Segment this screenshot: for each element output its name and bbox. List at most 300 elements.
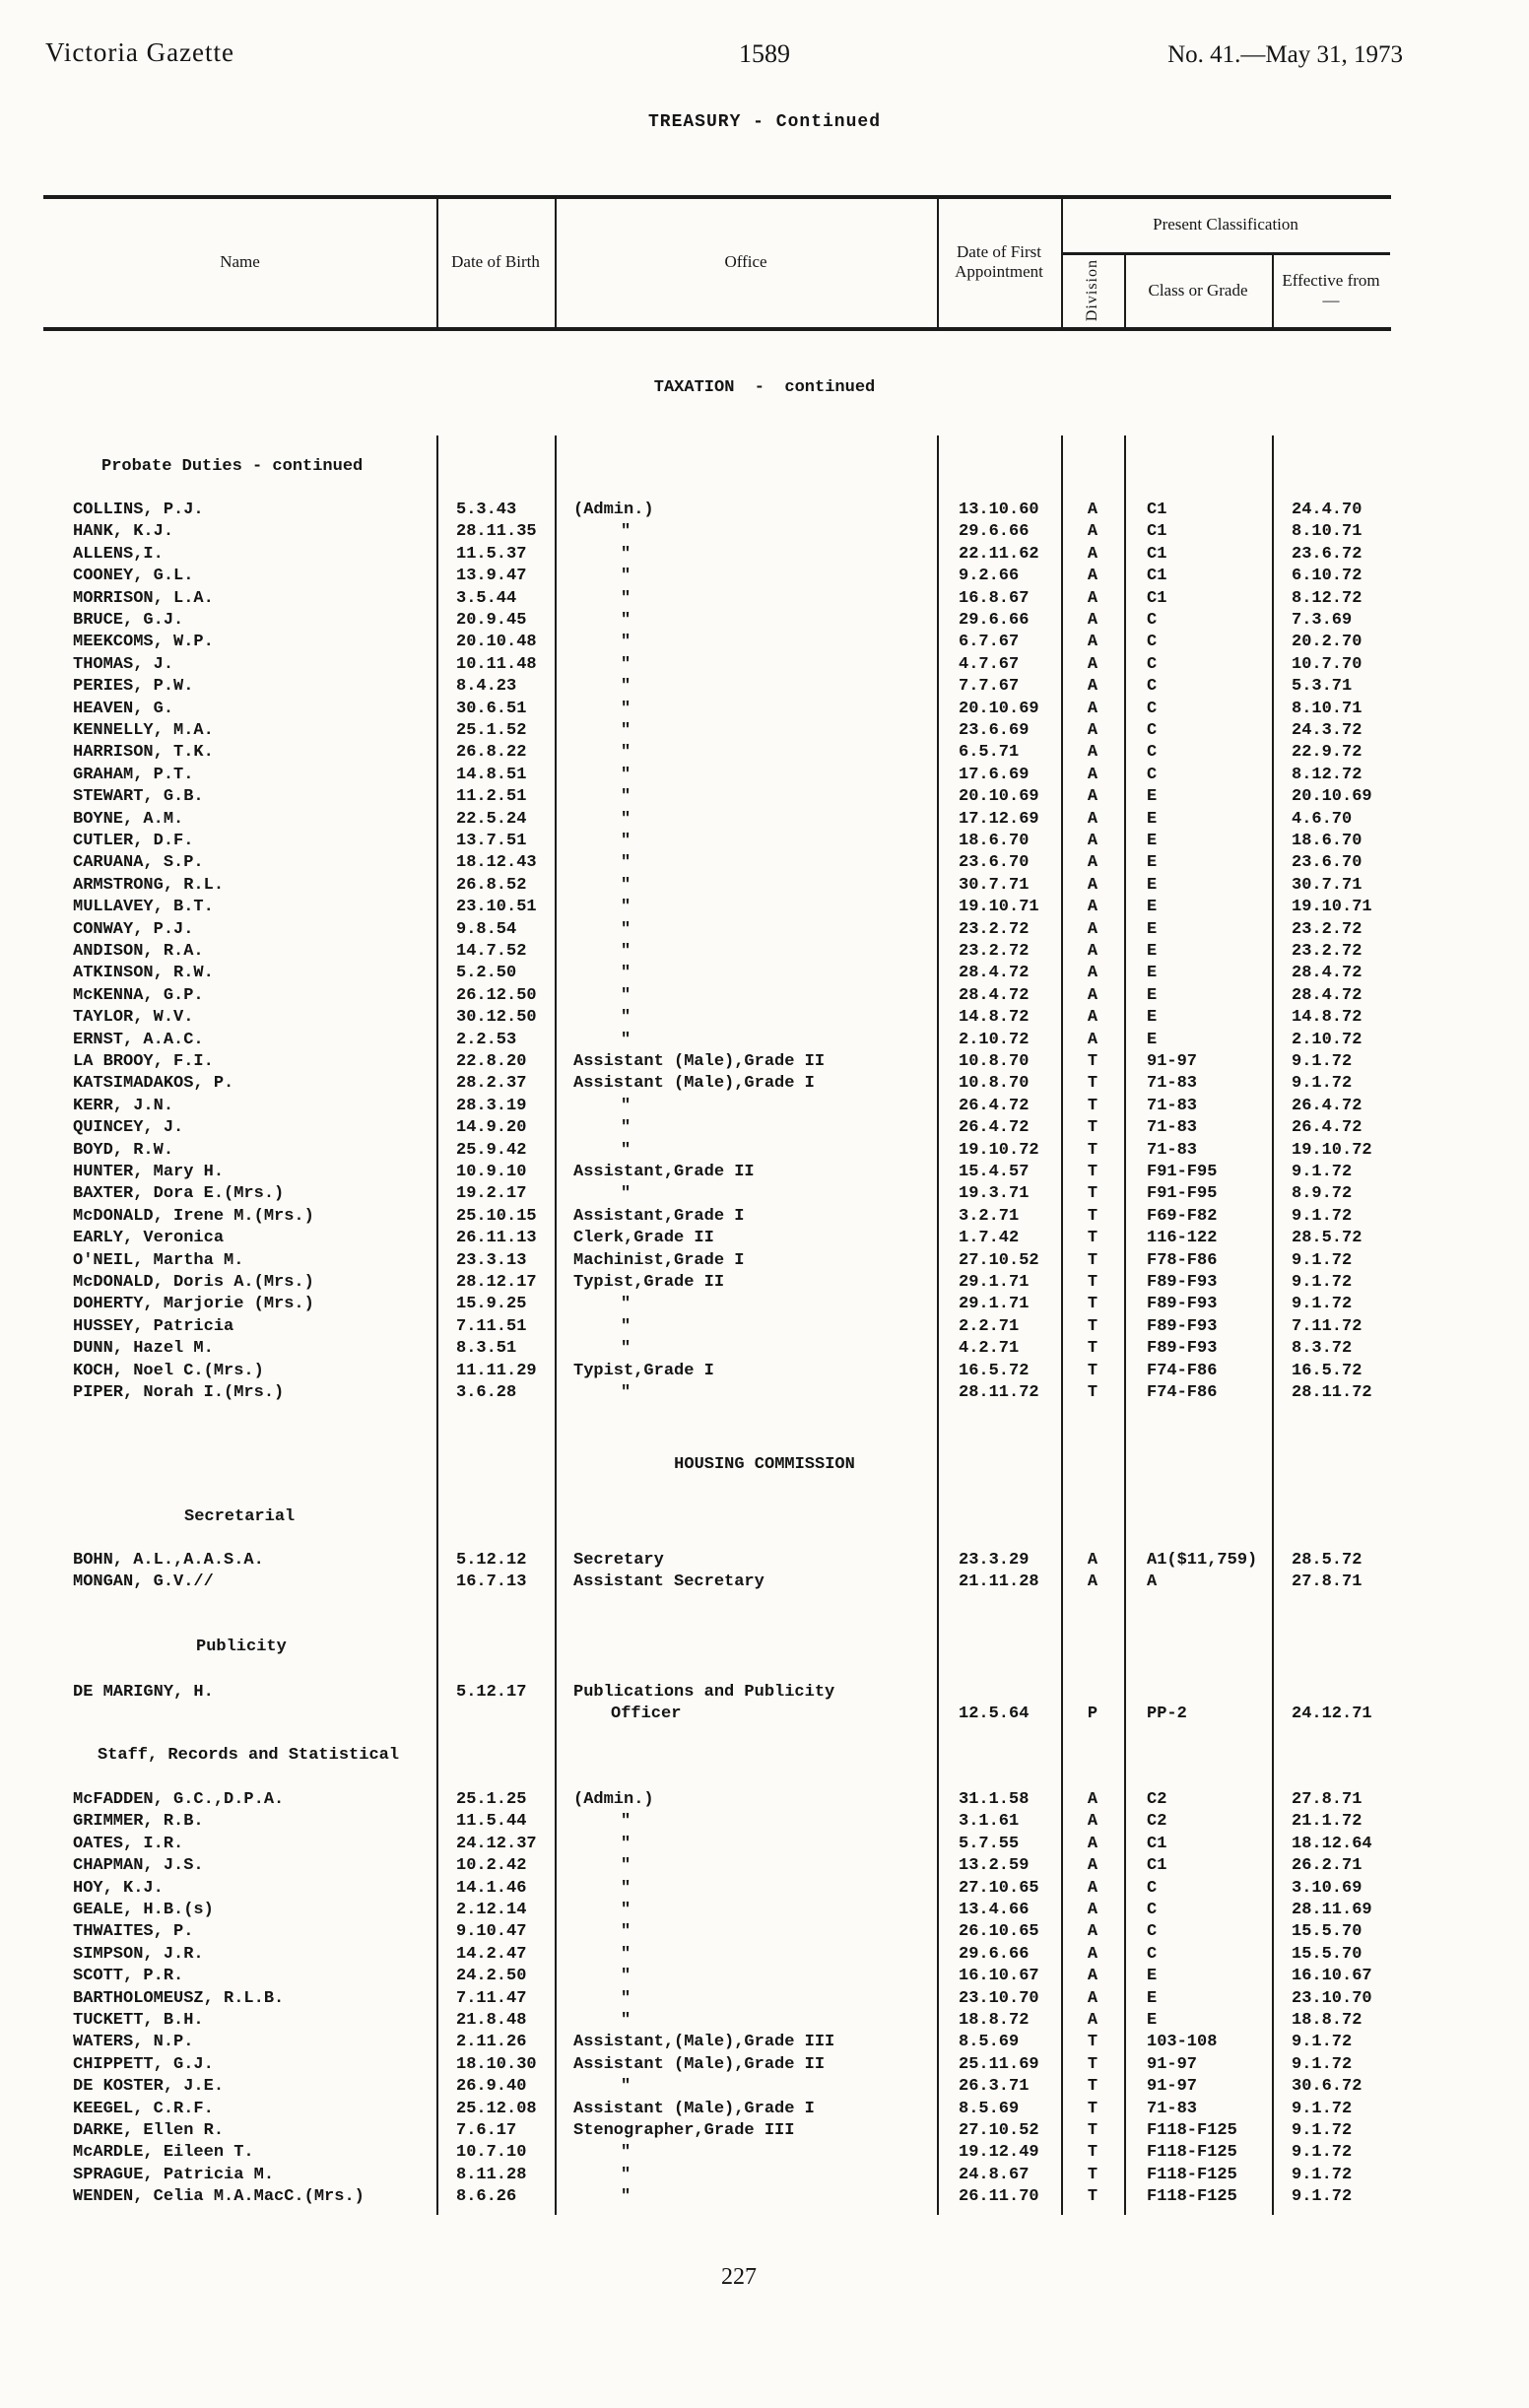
name-cell: ATKINSON, R.W. — [73, 964, 214, 983]
dob-cell: 11.2.51 — [456, 787, 527, 807]
grade-cell: C1 — [1147, 1856, 1167, 1876]
dob-cell: 15.9.25 — [456, 1295, 527, 1314]
name-cell: DARKE, Ellen R. — [73, 2121, 225, 2140]
office-cell: " — [621, 1944, 632, 1964]
appointment-cell: 27.10.52 — [959, 1250, 1039, 1270]
division-cell: T — [1087, 1339, 1098, 1359]
effective-cell: 18.8.72 — [1292, 2011, 1363, 2030]
grade-cell: C — [1147, 633, 1158, 652]
name-cell: TAYLOR, W.V. — [73, 1008, 194, 1028]
office-cell: " — [621, 1988, 632, 2008]
grade-cell: F89-F93 — [1147, 1295, 1218, 1314]
division-cell: T — [1087, 1273, 1098, 1292]
dob-cell: 22.8.20 — [456, 1052, 527, 1071]
table-row — [0, 1271, 1529, 1294]
effective-cell: 8.3.72 — [1292, 1339, 1353, 1359]
dob-cell: 26.8.22 — [456, 743, 527, 763]
office-cell: Assistant Secretary — [573, 1572, 764, 1592]
column-divider — [436, 197, 438, 331]
name-cell: QUINCEY, J. — [73, 1118, 184, 1138]
effective-cell: 24.3.72 — [1292, 721, 1363, 740]
column-divider — [555, 197, 557, 331]
name-cell: McFADDEN, G.C.,D.P.A. — [73, 1790, 285, 1809]
division-cell: A — [1087, 567, 1098, 586]
effective-cell: 9.1.72 — [1292, 2187, 1353, 2207]
effective-cell: 9.1.72 — [1292, 1295, 1353, 1314]
name-cell: MORRISON, L.A. — [73, 588, 214, 608]
division-cell: T — [1087, 1052, 1098, 1071]
division-cell: T — [1087, 2165, 1098, 2184]
grade-cell: F89-F93 — [1147, 1339, 1218, 1359]
name-cell: O'NEIL, Martha M. — [73, 1250, 244, 1270]
division-cell: A — [1087, 544, 1098, 564]
appointment-cell: 23.10.70 — [959, 1988, 1039, 2008]
office-cell: " — [621, 1008, 632, 1028]
effective-cell: 8.10.71 — [1292, 699, 1363, 718]
dob-cell: 18.12.43 — [456, 853, 537, 873]
dob-cell: 9.8.54 — [456, 919, 517, 939]
appointment-cell: 12.5.64 — [959, 1705, 1030, 1724]
effective-cell: 28.4.72 — [1292, 985, 1363, 1005]
office-cell: " — [621, 1096, 632, 1115]
column-divider — [555, 435, 557, 2215]
table-row — [0, 2031, 1529, 2053]
dob-cell: 3.6.28 — [456, 1383, 517, 1402]
dob-cell: 25.9.42 — [456, 1140, 527, 1160]
appointment-cell: 29.6.66 — [959, 522, 1030, 542]
table-row — [0, 1161, 1529, 1183]
dob-cell: 28.11.35 — [456, 522, 537, 542]
effective-cell: 20.2.70 — [1292, 633, 1363, 652]
table-row — [0, 565, 1529, 587]
office-cell: Typist,Grade II — [573, 1273, 725, 1292]
column-header-first-appointment — [937, 197, 1061, 327]
table-row — [0, 1987, 1529, 2010]
grade-cell: E — [1147, 2011, 1158, 2030]
dob-cell: 2.2.53 — [456, 1030, 517, 1049]
name-cell: DUNN, Hazel M. — [73, 1339, 214, 1359]
grade-cell: A1($11,759) — [1147, 1551, 1258, 1570]
effective-cell: 8.9.72 — [1292, 1184, 1353, 1204]
name-cell: CHAPMAN, J.S. — [73, 1856, 204, 1876]
grade-cell: E — [1147, 809, 1158, 829]
division-cell: A — [1087, 1856, 1098, 1876]
name-cell: McARDLE, Eileen T. — [73, 2143, 254, 2163]
grade-cell: F89-F93 — [1147, 1273, 1218, 1292]
name-cell: KATSIMADAKOS, P. — [73, 1074, 234, 1094]
effective-cell: 4.6.70 — [1292, 809, 1353, 829]
column-divider — [1061, 197, 1063, 331]
effective-cell: 9.1.72 — [1292, 1074, 1353, 1094]
column-header-class-or-grade — [1134, 254, 1262, 327]
division-cell: A — [1087, 985, 1098, 1005]
grade-cell: E — [1147, 1030, 1158, 1049]
effective-cell: 9.1.72 — [1292, 1163, 1353, 1181]
grade-cell: 116-122 — [1147, 1229, 1218, 1248]
table-row — [0, 1337, 1529, 1360]
group-heading: Secretarial — [184, 1507, 296, 1526]
name-cell: GRAHAM, P.T. — [73, 765, 194, 784]
division-cell: A — [1087, 1967, 1098, 1986]
effective-cell: 9.1.72 — [1292, 1206, 1353, 1226]
division-cell: A — [1087, 919, 1098, 939]
office-cell: " — [621, 832, 632, 850]
effective-cell: 9.1.72 — [1292, 2121, 1353, 2140]
column-header-dob-label: Date of Birth — [451, 252, 540, 271]
dob-cell: 30.6.51 — [456, 699, 527, 718]
appointment-cell: 24.8.67 — [959, 2165, 1030, 2184]
dob-cell: 5.12.17 — [456, 1683, 527, 1702]
table-row — [0, 2185, 1529, 2208]
effective-cell: 16.10.67 — [1292, 1967, 1372, 1986]
appointment-cell: 16.5.72 — [959, 1361, 1030, 1380]
office-cell: " — [621, 721, 632, 740]
name-cell: BOYD, R.W. — [73, 1140, 174, 1160]
appointment-cell: 3.1.61 — [959, 1812, 1020, 1832]
effective-cell: 23.2.72 — [1292, 942, 1363, 961]
name-cell: HUSSEY, Patricia — [73, 1316, 234, 1336]
division-cell: A — [1087, 1834, 1098, 1853]
grade-cell: C2 — [1147, 1790, 1167, 1809]
effective-cell: 2.10.72 — [1292, 1030, 1363, 1049]
column-divider — [436, 435, 438, 2215]
appointment-cell: 16.10.67 — [959, 1967, 1039, 1986]
division-cell: T — [1087, 1229, 1098, 1248]
dob-cell: 14.1.46 — [456, 1878, 527, 1898]
grade-cell: F78-F86 — [1147, 1250, 1218, 1270]
appointment-cell: 3.2.71 — [959, 1206, 1020, 1226]
table-row — [0, 1006, 1529, 1029]
dob-cell: 23.3.13 — [456, 1250, 527, 1270]
name-cell: McKENNA, G.P. — [73, 985, 204, 1005]
office-cell: " — [621, 677, 632, 697]
office-cell: " — [621, 1901, 632, 1919]
column-header-effective-from — [1274, 254, 1388, 327]
name-cell: DE KOSTER, J.E. — [73, 2077, 225, 2097]
appointment-cell: 19.12.49 — [959, 2143, 1039, 2163]
office-cell: " — [621, 787, 632, 807]
effective-cell: 28.11.69 — [1292, 1901, 1372, 1919]
section-title: HOUSING COMMISSION — [674, 1455, 855, 1474]
name-cell: HEAVEN, G. — [73, 699, 174, 718]
dob-cell: 8.11.28 — [456, 2165, 527, 2184]
appointment-cell: 20.10.69 — [959, 699, 1039, 718]
dob-cell: 19.2.17 — [456, 1184, 527, 1204]
appointment-cell: 5.7.55 — [959, 1834, 1020, 1853]
appointment-cell: 29.6.66 — [959, 1944, 1030, 1964]
office-cell: " — [621, 1030, 632, 1049]
name-cell: WENDEN, Celia M.A.MacC.(Mrs.) — [73, 2187, 365, 2207]
office-cell: Assistant (Male),Grade I — [573, 2099, 815, 2118]
table-row — [0, 984, 1529, 1007]
table-row — [0, 1788, 1529, 1811]
appointment-cell: 31.1.58 — [959, 1790, 1030, 1809]
dob-cell: 8.4.23 — [456, 677, 517, 697]
grade-cell: E — [1147, 964, 1158, 983]
dob-cell: 28.2.37 — [456, 1074, 527, 1094]
name-cell: ARMSTRONG, R.L. — [73, 875, 225, 895]
dob-cell: 16.7.13 — [456, 1572, 527, 1592]
dob-cell: 14.7.52 — [456, 942, 527, 961]
grade-cell: E — [1147, 919, 1158, 939]
appointment-cell: 27.10.65 — [959, 1878, 1039, 1898]
office-cell: " — [621, 985, 632, 1005]
table-row — [0, 1381, 1529, 1404]
appointment-cell: 8.5.69 — [959, 2099, 1020, 2118]
appointment-cell: 29.6.66 — [959, 611, 1030, 630]
dob-cell: 13.9.47 — [456, 567, 527, 586]
office-cell: " — [621, 1856, 632, 1876]
office-cell: Assistant (Male),Grade II — [573, 2054, 826, 2074]
effective-cell: 15.5.70 — [1292, 1922, 1363, 1942]
table-row — [0, 918, 1529, 941]
office-cell: " — [621, 1118, 632, 1138]
effective-cell: 9.1.72 — [1292, 2143, 1353, 2163]
office-cell: " — [621, 2143, 632, 2163]
dob-cell: 26.8.52 — [456, 875, 527, 895]
appointment-cell: 29.1.71 — [959, 1295, 1030, 1314]
grade-cell: F118-F125 — [1147, 2121, 1237, 2140]
name-cell: BAXTER, Dora E.(Mrs.) — [73, 1184, 285, 1204]
table-row — [0, 1095, 1529, 1117]
appointment-cell: 7.7.67 — [959, 677, 1020, 697]
page-number-header: 1589 — [739, 39, 790, 68]
table-row — [0, 520, 1529, 543]
name-cell: THOMAS, J. — [73, 654, 174, 674]
appointment-cell: 17.12.69 — [959, 809, 1039, 829]
name-cell: CARUANA, S.P. — [73, 853, 204, 873]
appointment-cell: 17.6.69 — [959, 765, 1030, 784]
page-number-footer: 227 — [721, 2264, 757, 2290]
division-cell: A — [1087, 1944, 1098, 1964]
division-cell: A — [1087, 1030, 1098, 1049]
effective-cell: 22.9.72 — [1292, 743, 1363, 763]
division-cell: A — [1087, 677, 1098, 697]
grade-cell: 91-97 — [1147, 2077, 1198, 2097]
appointment-cell: 2.10.72 — [959, 1030, 1030, 1049]
division-cell: A — [1087, 1988, 1098, 2008]
issue-date: No. 41.—May 31, 1973 — [1167, 41, 1403, 68]
division-cell: A — [1087, 1812, 1098, 1832]
table-row — [0, 1029, 1529, 1051]
dob-cell: 14.8.51 — [456, 765, 527, 784]
table-row — [0, 719, 1529, 742]
effective-cell: 23.6.70 — [1292, 853, 1363, 873]
column-header-name-label: Name — [220, 252, 260, 271]
table-row — [0, 653, 1529, 676]
column-header-dob — [442, 197, 549, 327]
effective-cell: 9.1.72 — [1292, 1250, 1353, 1270]
table-row — [0, 764, 1529, 786]
dob-cell: 8.3.51 — [456, 1339, 517, 1359]
grade-cell: 71-83 — [1147, 1074, 1198, 1094]
dob-cell: 9.10.47 — [456, 1922, 527, 1942]
division-cell: A — [1087, 522, 1098, 542]
grade-cell: C — [1147, 1878, 1158, 1898]
grade-cell: C1 — [1147, 1834, 1167, 1853]
name-cell: GRIMMER, R.B. — [73, 1812, 204, 1832]
effective-cell: 8.12.72 — [1292, 765, 1363, 784]
grade-cell: E — [1147, 787, 1158, 807]
name-cell: SIMPSON, J.R. — [73, 1944, 204, 1964]
effective-cell: 20.10.69 — [1292, 787, 1372, 807]
effective-cell: 9.1.72 — [1292, 1052, 1353, 1071]
division-cell: T — [1087, 1118, 1098, 1138]
office-cell: " — [621, 1316, 632, 1336]
office-cell: " — [621, 875, 632, 895]
office-cell: Clerk,Grade II — [573, 1229, 714, 1248]
appointment-cell: 16.8.67 — [959, 588, 1030, 608]
dob-cell: 3.5.44 — [456, 588, 517, 608]
dob-cell: 25.1.25 — [456, 1790, 527, 1809]
division-cell: A — [1087, 1572, 1098, 1592]
appointment-cell: 6.7.67 — [959, 633, 1020, 652]
effective-cell: 26.4.72 — [1292, 1096, 1363, 1115]
appointment-cell: 26.4.72 — [959, 1096, 1030, 1115]
table-row — [0, 1681, 1529, 1704]
effective-cell: 23.10.70 — [1292, 1988, 1372, 2008]
name-cell: DOHERTY, Marjorie (Mrs.) — [73, 1295, 314, 1314]
table-row — [0, 741, 1529, 764]
table-row — [0, 1315, 1529, 1338]
office-cell: " — [621, 765, 632, 784]
grade-cell: F118-F125 — [1147, 2165, 1237, 2184]
effective-cell: 8.10.71 — [1292, 522, 1363, 542]
grade-cell: E — [1147, 942, 1158, 961]
office-cell: " — [621, 1878, 632, 1898]
dob-cell: 14.9.20 — [456, 1118, 527, 1138]
division-cell: A — [1087, 1901, 1098, 1919]
grade-cell: 103-108 — [1147, 2033, 1218, 2052]
grade-cell: E — [1147, 853, 1158, 873]
table-row — [0, 1072, 1529, 1095]
appointment-cell: 29.1.71 — [959, 1273, 1030, 1292]
office-cell: " — [621, 588, 632, 608]
office-cell: " — [621, 1339, 632, 1359]
appointment-cell: 28.11.72 — [959, 1383, 1039, 1402]
name-cell: MULLAVEY, B.T. — [73, 898, 214, 917]
name-cell: OATES, I.R. — [73, 1834, 184, 1853]
dob-cell: 26.9.40 — [456, 2077, 527, 2097]
division-cell: T — [1087, 2187, 1098, 2207]
table-row — [0, 874, 1529, 897]
office-cell: Typist,Grade I — [573, 1361, 714, 1380]
division-cell: T — [1087, 1206, 1098, 1226]
dob-cell: 7.6.17 — [456, 2121, 517, 2140]
appointment-cell: 23.6.69 — [959, 721, 1030, 740]
dob-cell: 26.11.13 — [456, 1229, 537, 1248]
appointment-cell: 6.5.71 — [959, 743, 1020, 763]
name-cell: BOYNE, A.M. — [73, 809, 184, 829]
table-row — [0, 631, 1529, 653]
column-header-class-or-grade-label: Class or Grade — [1148, 281, 1248, 300]
name-cell: PERIES, P.W. — [73, 677, 194, 697]
division-cell: A — [1087, 611, 1098, 630]
name-cell: HARRISON, T.K. — [73, 743, 214, 763]
name-cell: KERR, J.N. — [73, 1096, 174, 1115]
appointment-cell: 19.10.72 — [959, 1140, 1039, 1160]
grade-cell: C1 — [1147, 567, 1167, 586]
name-cell: STEWART, G.B. — [73, 787, 204, 807]
effective-cell: 30.7.71 — [1292, 875, 1363, 895]
effective-cell: 19.10.71 — [1292, 898, 1372, 917]
grade-cell: E — [1147, 832, 1158, 850]
column-divider — [1272, 435, 1274, 2215]
dob-cell: 25.1.52 — [456, 721, 527, 740]
name-cell: SPRAGUE, Patricia M. — [73, 2165, 275, 2184]
appointment-cell: 10.8.70 — [959, 1074, 1030, 1094]
appointment-cell: 13.2.59 — [959, 1856, 1030, 1876]
table-row — [0, 1050, 1529, 1073]
division-cell: T — [1087, 2121, 1098, 2140]
office-cell: (Admin.) — [573, 501, 654, 519]
table-row — [0, 1549, 1529, 1572]
table-row — [0, 896, 1529, 918]
name-cell: KOCH, Noel C.(Mrs.) — [73, 1361, 264, 1380]
dob-cell: 24.2.50 — [456, 1967, 527, 1986]
table-row — [0, 2053, 1529, 2076]
grade-cell: E — [1147, 1008, 1158, 1028]
effective-cell: 16.5.72 — [1292, 1361, 1363, 1380]
division-cell: A — [1087, 633, 1098, 652]
grade-cell: 71-83 — [1147, 1140, 1198, 1160]
dob-cell: 5.2.50 — [456, 964, 517, 983]
table-row — [0, 1703, 1529, 1725]
table-row — [0, 2164, 1529, 2186]
office-cell: " — [621, 2077, 632, 2097]
dob-cell: 18.10.30 — [456, 2054, 537, 2074]
grade-cell: F74-F86 — [1147, 1383, 1218, 1402]
group-heading: Probate Duties - continued — [101, 457, 364, 476]
appointment-cell: 26.11.70 — [959, 2187, 1039, 2207]
effective-cell: 10.7.70 — [1292, 654, 1363, 674]
office-cell: " — [621, 654, 632, 674]
division-cell: A — [1087, 875, 1098, 895]
division-cell: T — [1087, 1096, 1098, 1115]
appointment-cell: 15.4.57 — [959, 1163, 1030, 1181]
name-cell: CONWAY, P.J. — [73, 919, 194, 939]
table-row — [0, 675, 1529, 698]
table-row — [0, 1139, 1529, 1162]
appointment-cell: 1.7.42 — [959, 1229, 1020, 1248]
division-cell: A — [1087, 588, 1098, 608]
appointment-cell: 22.11.62 — [959, 544, 1039, 564]
division-cell: A — [1087, 765, 1098, 784]
appointment-cell: 19.3.71 — [959, 1184, 1030, 1204]
grade-cell: C — [1147, 1944, 1158, 1964]
grade-cell: F89-F93 — [1147, 1316, 1218, 1336]
division-cell: A — [1087, 809, 1098, 829]
office-cell: " — [621, 633, 632, 652]
dob-cell: 20.10.48 — [456, 633, 537, 652]
name-cell: ALLENS,I. — [73, 544, 164, 564]
office-cell: " — [621, 2165, 632, 2184]
appointment-cell: 18.6.70 — [959, 832, 1030, 850]
name-cell: PIPER, Norah I.(Mrs.) — [73, 1383, 285, 1402]
name-cell: KENNELLY, M.A. — [73, 721, 214, 740]
appointment-cell: 30.7.71 — [959, 875, 1030, 895]
name-cell: COLLINS, P.J. — [73, 501, 204, 519]
name-cell: McDONALD, Doris A.(Mrs.) — [73, 1273, 314, 1292]
appointment-cell: 23.3.29 — [959, 1551, 1030, 1570]
dob-cell: 5.3.43 — [456, 501, 517, 519]
grade-cell: 91-97 — [1147, 1052, 1198, 1071]
office-cell: Machinist,Grade I — [573, 1250, 745, 1270]
division-cell: A — [1087, 654, 1098, 674]
table-row — [0, 1833, 1529, 1855]
dob-cell: 25.12.08 — [456, 2099, 537, 2118]
table-row — [0, 1854, 1529, 1877]
